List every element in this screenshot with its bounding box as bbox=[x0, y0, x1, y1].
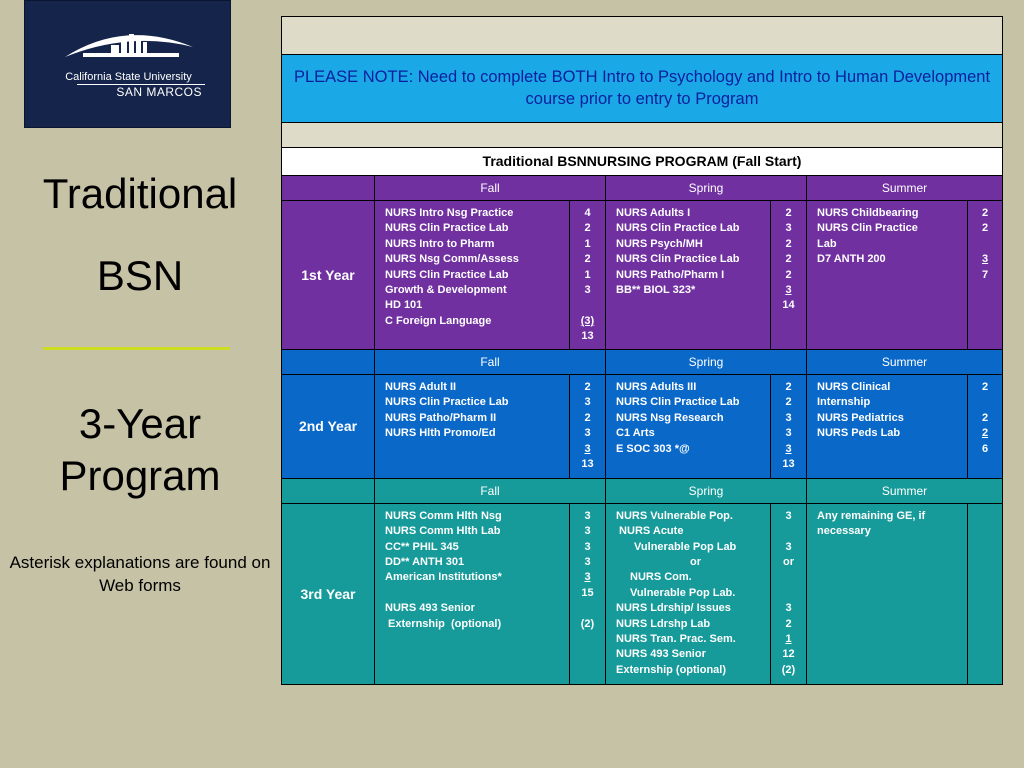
course-list bbox=[807, 201, 968, 350]
units-total: 13 bbox=[581, 458, 594, 471]
course: necessary bbox=[817, 525, 871, 538]
course: NURS Clin Practice Lab bbox=[385, 396, 509, 409]
term-header-fall: Fall bbox=[375, 175, 606, 200]
units: 2 bbox=[785, 381, 792, 394]
course: Growth & Development bbox=[385, 284, 507, 297]
course: American Institutions* bbox=[385, 571, 502, 584]
units-total: 14 bbox=[782, 299, 795, 312]
unit-list bbox=[570, 503, 606, 684]
unit-list bbox=[771, 201, 807, 350]
course: NURS Patho/Pharm I bbox=[616, 268, 725, 281]
slide-title-line2: BSN bbox=[96, 252, 184, 299]
course: NURS Peds Lab bbox=[817, 427, 901, 440]
units: 2 bbox=[981, 411, 989, 424]
course: NURS Adults III bbox=[616, 381, 697, 394]
year-label: 3rd Year bbox=[282, 503, 375, 684]
logo-campus-name: SAN MARCOS bbox=[116, 85, 202, 99]
course: NURS Clin Practice Lab bbox=[616, 222, 740, 235]
course: NURS Adults I bbox=[616, 207, 691, 220]
units-total: 7 bbox=[981, 268, 989, 281]
units: 2 bbox=[785, 396, 792, 409]
asterisk-note: Asterisk explanations are found on Web forms bbox=[9, 553, 271, 595]
course-list bbox=[606, 375, 771, 479]
campus-skyline-icon bbox=[25, 1, 232, 71]
units: 3 bbox=[785, 427, 792, 440]
course: NURS Psych/MH bbox=[616, 237, 703, 250]
course: Externship (optional) bbox=[385, 617, 502, 630]
units: 3 bbox=[785, 222, 792, 235]
course: NURS Clin Practice Lab bbox=[385, 222, 509, 235]
course: NURS Ldrshp Lab bbox=[616, 617, 711, 630]
units: 3 bbox=[785, 540, 792, 553]
course-list bbox=[807, 503, 968, 684]
units: 3 bbox=[584, 427, 591, 440]
course-list bbox=[807, 375, 968, 479]
units bbox=[570, 298, 605, 313]
units bbox=[968, 237, 1002, 252]
course: NURS Adult II bbox=[385, 381, 457, 394]
units: 3 bbox=[981, 253, 989, 266]
course bbox=[385, 586, 569, 601]
course: Any remaining GE, if bbox=[817, 509, 926, 522]
course: HD 101 bbox=[385, 299, 423, 312]
header-blank bbox=[282, 175, 375, 200]
unit-list bbox=[968, 375, 1003, 479]
course: Vulnerable Pop Lab bbox=[634, 540, 737, 553]
units: 3 bbox=[584, 396, 591, 409]
course: NURS Clin Practice bbox=[817, 222, 918, 235]
course-list bbox=[606, 503, 771, 684]
course: DD** ANTH 301 bbox=[385, 556, 465, 569]
units: 1 bbox=[785, 633, 792, 646]
course: NURS Comm Hlth Lab bbox=[385, 525, 501, 538]
prerequisite-note: PLEASE NOTE: Need to complete BOTH Intro to Psychology and Intro to Human Development course prior to entry to Program bbox=[282, 55, 1003, 122]
units-total: 15 bbox=[581, 586, 594, 599]
course: NURS Clin Practice Lab bbox=[616, 253, 740, 266]
units: 3 bbox=[584, 442, 591, 455]
units: 2 bbox=[785, 253, 792, 266]
course: NURS Clinical bbox=[817, 381, 891, 394]
header-blank bbox=[282, 349, 375, 374]
course: C1 Arts bbox=[616, 427, 655, 440]
program-length-title: 3-Year Program bbox=[59, 400, 221, 499]
course: NURS Clin Practice Lab bbox=[385, 268, 509, 281]
blank-row bbox=[282, 122, 1003, 147]
term-header-fall: Fall bbox=[375, 349, 606, 374]
term-header-fall: Fall bbox=[375, 478, 606, 503]
course: NURS Comm Hlth Nsg bbox=[385, 509, 502, 522]
units: 2 bbox=[785, 617, 792, 630]
units: 3 bbox=[584, 525, 591, 538]
course: NURS Nsg Comm/Assess bbox=[385, 253, 519, 266]
title-divider bbox=[43, 347, 230, 350]
unit-list bbox=[570, 201, 606, 350]
slide-title-line1: Traditional bbox=[42, 170, 238, 217]
course-list bbox=[375, 503, 570, 684]
course: CC** PHIL 345 bbox=[385, 540, 459, 553]
course: BB** BIOL 323* bbox=[616, 284, 696, 297]
units: (3) bbox=[580, 314, 595, 327]
course: NURS Vulnerable Pop. bbox=[616, 509, 733, 522]
program-table bbox=[281, 16, 1003, 685]
course: NURS Com. bbox=[630, 571, 692, 584]
course-list bbox=[375, 375, 570, 479]
units: 2 bbox=[981, 381, 989, 394]
units: 3 bbox=[584, 540, 591, 553]
year-label: 1st Year bbox=[282, 201, 375, 350]
blank-row bbox=[282, 17, 1003, 55]
unit-list bbox=[570, 375, 606, 479]
units: 2 bbox=[785, 268, 792, 281]
units: 2 bbox=[584, 411, 591, 424]
course: E SOC 303 *@ bbox=[616, 442, 690, 455]
units: 3 bbox=[584, 556, 591, 569]
units: 3 bbox=[584, 571, 591, 584]
course: NURS Tran. Prac. Sem. bbox=[616, 633, 736, 646]
units-total: 12 bbox=[782, 648, 795, 661]
units bbox=[570, 601, 605, 616]
units: 3 bbox=[785, 509, 792, 522]
units: (2) bbox=[580, 617, 595, 630]
term-header-spring: Spring bbox=[606, 478, 807, 503]
units: 3 bbox=[785, 411, 792, 424]
year-label: 2nd Year bbox=[282, 375, 375, 479]
term-header-spring: Spring bbox=[606, 175, 807, 200]
units: 2 bbox=[981, 427, 989, 440]
course: NURS 493 Senior bbox=[616, 648, 706, 661]
course: NURS Pediatrics bbox=[817, 411, 904, 424]
units: 2 bbox=[584, 222, 591, 235]
units: 3 bbox=[584, 509, 591, 522]
course-list bbox=[375, 201, 570, 350]
course: Externship (optional) bbox=[616, 663, 726, 676]
units: (2) bbox=[781, 663, 796, 676]
units: 4 bbox=[584, 207, 591, 220]
term-header-summer: Summer bbox=[807, 175, 1003, 200]
units: 3 bbox=[584, 284, 591, 297]
units: 2 bbox=[785, 237, 792, 250]
unit-list bbox=[968, 503, 1003, 684]
unit-list bbox=[771, 503, 807, 684]
course: or bbox=[690, 556, 701, 569]
units: 2 bbox=[981, 207, 989, 220]
course: NURS Patho/Pharm II bbox=[385, 411, 497, 424]
course-list bbox=[606, 201, 771, 350]
course: NURS Intro to Pharm bbox=[385, 237, 495, 250]
units: 3 bbox=[785, 284, 792, 297]
course: NURS Childbearing bbox=[817, 207, 919, 220]
course: NURS Nsg Research bbox=[616, 411, 724, 424]
units bbox=[771, 570, 806, 585]
units bbox=[771, 524, 806, 539]
logo-university-name: California State University bbox=[65, 71, 192, 83]
course: Internship bbox=[817, 396, 871, 409]
units-total: 6 bbox=[981, 442, 989, 455]
units: 2 bbox=[981, 222, 989, 235]
csusm-logo bbox=[24, 0, 231, 128]
course: NURS Ldrship/ Issues bbox=[616, 602, 731, 615]
course: D7 ANTH 200 bbox=[817, 253, 886, 266]
unit-list bbox=[968, 201, 1003, 350]
units bbox=[968, 395, 1002, 410]
units: 2 bbox=[584, 253, 591, 266]
units: 3 bbox=[785, 442, 792, 455]
term-header-summer: Summer bbox=[807, 478, 1003, 503]
course: Lab bbox=[817, 237, 837, 250]
units: 3 bbox=[785, 602, 792, 615]
course: NURS Acute bbox=[616, 525, 684, 538]
units: 1 bbox=[584, 237, 591, 250]
course: C Foreign Language bbox=[385, 314, 492, 327]
course: NURS Clin Practice Lab bbox=[616, 396, 740, 409]
units: 1 bbox=[584, 268, 591, 281]
units: or bbox=[783, 556, 794, 569]
program-title: Traditional BSNNURSING PROGRAM (Fall Start) bbox=[282, 147, 1003, 175]
units bbox=[771, 586, 806, 601]
course: NURS Hlth Promo/Ed bbox=[385, 427, 496, 440]
unit-list bbox=[771, 375, 807, 479]
units: 2 bbox=[584, 381, 591, 394]
units-total: 13 bbox=[581, 330, 594, 343]
course: NURS Intro Nsg Practice bbox=[385, 207, 514, 220]
term-header-spring: Spring bbox=[606, 349, 807, 374]
course: Vulnerable Pop Lab. bbox=[630, 586, 736, 599]
term-header-summer: Summer bbox=[807, 349, 1003, 374]
course: NURS 493 Senior bbox=[385, 602, 475, 615]
units: 2 bbox=[785, 207, 792, 220]
units-total: 13 bbox=[782, 458, 795, 471]
header-blank bbox=[282, 478, 375, 503]
